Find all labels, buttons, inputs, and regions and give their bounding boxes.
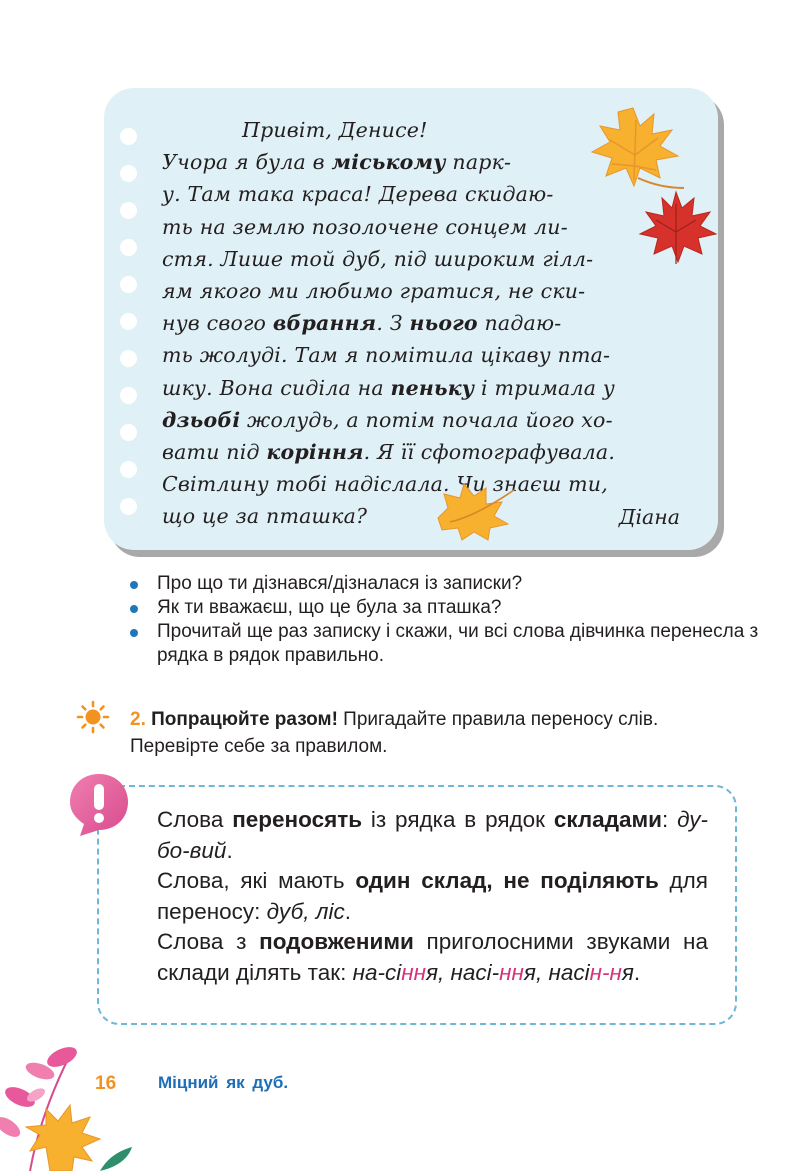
task-number: 2. [130,709,146,730]
letter-line: шку. Вона сиділа на пеньку і тримала у [162,375,615,400]
notebook-ring [120,350,137,367]
yellow-leaf-icon [430,478,518,544]
list-item: Прочитай ще раз записку і скажи, чи всі слова дівчинка перенесла з рядка в рядок правильно. [130,620,770,668]
red-maple-leaf-icon [636,188,718,268]
letter-line: Світлину тобі надіслала. Чи знаєш ти, [162,472,608,497]
corner-leaves-decoration-icon [0,1035,140,1171]
sun-icon [76,700,110,734]
letter-line: дзьобі жолудь, а потім почала його хо- [162,407,613,432]
rule-paragraph-3: Слова з подовженими приголосними звуками на склади ділять так: на-сіння, насі-ння, насін-ня. [157,929,708,985]
chapter-title: Міцний як дуб. [158,1073,289,1092]
letter-greeting: Привіт, Денисе! [242,118,428,142]
letter-line: у. Там така краса! Дерева скидаю- [162,182,554,207]
notebook-ring [120,239,137,256]
letter-signature: Діана [618,505,680,529]
list-item: Про що ти дізнався/дізналася із записки? [130,572,770,596]
questions-list [130,572,770,668]
letter-line: ям якого ми любимо гратися, не ски- [162,279,586,304]
notebook-ring [120,387,137,404]
task-2 [130,706,740,760]
letter-line: ть на землю позолочене сонцем ли- [162,214,568,239]
exclamation-badge-icon [66,770,132,838]
letter-line: вати під коріння. Я її сфотографувала. [162,440,616,465]
notebook-ring [120,276,137,293]
notebook-ring [120,424,137,441]
yellow-maple-leaf-icon [588,100,688,195]
task-title: Попрацюйте разом! [151,709,338,730]
bullet-icon [130,581,138,589]
list-item: Як ти вважаєш, що це була за пташка? [130,596,770,620]
rule-paragraph-2: Слова, які мають один склад, не поділяють для переносу: дуб, ліс. [157,868,708,924]
notebook-ring [120,498,137,515]
bullet-icon [130,605,138,613]
bullet-icon [130,629,138,637]
rule-paragraph-1: Слова переносять із рядка в рядок складами: ду-бо-вий. [157,807,708,863]
letter-line: нув свого вбрання. З нього падаю- [162,311,562,336]
letter-line: ть жолуді. Там я помітила цікаву пта- [162,343,611,368]
letter-line: Учора я була в міському парк- [162,150,512,175]
notebook-ring [120,461,137,478]
notebook-ring [120,128,137,145]
notebook-ring [120,202,137,219]
notebook-ring [120,165,137,182]
rule-text [157,805,708,989]
letter-line: стя. Лише той дуб, під широким гілл- [162,246,594,271]
notebook-ring [120,313,137,330]
letter-line: що це за пташка? [162,504,368,529]
task-text: Пригадайте правила переносу слів. Перевірте себе за правилом. [130,709,659,757]
page-number: 16 [95,1073,117,1094]
